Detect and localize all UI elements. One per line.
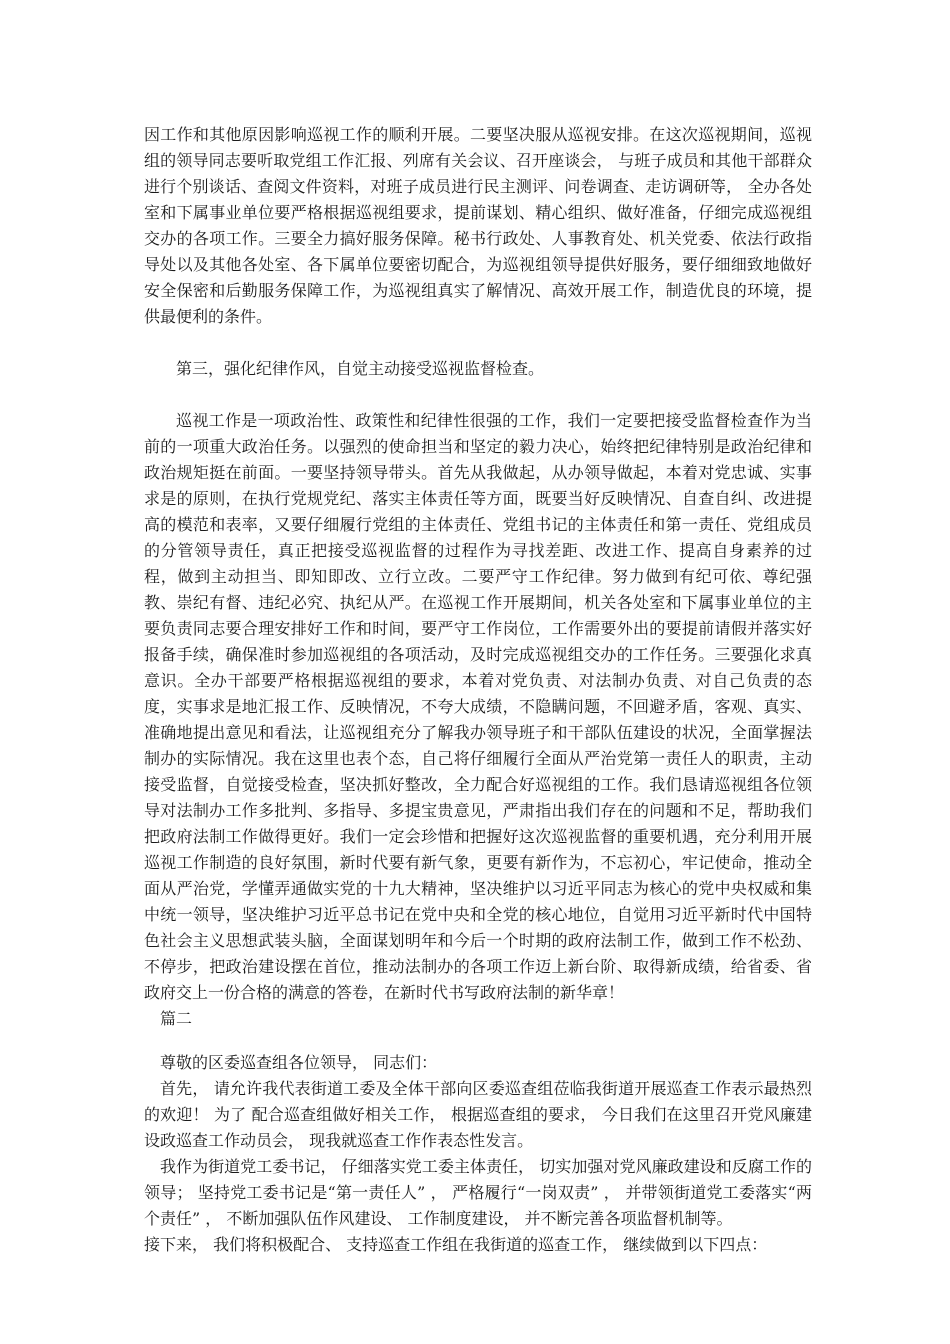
section-label-part-two: 篇二 bbox=[160, 1009, 193, 1028]
section-heading-third: 第三，强化纪律作风，自觉主动接受巡视监督检查。 bbox=[176, 359, 545, 378]
paragraph-inspection-arrangement: 因工作和其他原因影响巡视工作的顺利开展。二要坚决服从巡视安排。在这次巡视期间，巡视组的领导同志要听取党组工作汇报、列席有关会议、召开座谈会， 与班子成员和其他干部群众进行个别谈话、查阅文件资料，对班子成员进行民主测评、问卷调查、走访调研等， 全办各处室和下属事业单位要严格根据巡视组要求，提前谋划、精心组织、做好准备，仔细完成巡视组交办的各项工作。三要全力搞好服务保障。秘书行政处、人事教育处、机关党委、依法行政指导处以及其他各处室、各下属单位要密切配合，为巡视组领导提供好服务，要仔细细致地做好安全保密和后勤服务保障工作，为巡视组真实了解情况、高效开展工作，制造优良的环境，提供最便利的条件。 bbox=[144, 125, 812, 326]
paragraph-discipline: 巡视工作是一项政治性、政策性和纪律性很强的工作，我们一定要把接受监督检查作为当前的一项重大政治任务。以强烈的使命担当和坚定的毅力决心，始终把纪律特别是政治纪律和政治规矩挺在前面。一要坚持领导带头。首先从我做起，从办领导做起，本着对党忠诚、实事求是的原则，在执行党规党纪、落实主体责任等方面，既要当好反映情况、自查自纠、改进提高的模范和表率，又要仔细履行党组的主体责任、党组书记的主体责任和第一责任、党组成员的分管领导责任，真正把接受巡视监督的过程作为寻找差距、改进工作、提高自身素养的过程，做到主动担当、即知即改、立行立改。二要严守工作纪律。努力做到有纪可依、尊纪强教、崇纪有督、违纪必究、执纪从严。在巡视工作开展期间，机关各处室和下属事业单位的主要负责同志要合理安排好工作和时间，要严守工作岗位，工作需要外出的要提前请假并落实好报备手续，确保准时参加巡视组的各项活动，及时完成巡视组交办的工作任务。三要强化求真意识。全办干部要严格根据巡视组的要求，本着对党负责、对法制办负责、对自己负责的态度，实事求是地汇报工作、反映情况，不夸大成绩，不隐瞒问题，不回避矛盾，客观、真实、准确地提出意见和看法，让巡视组充分了解我办领导班子和干部队伍建设的状况，全面掌握法制办的实际情况。我在这里也表个态，自己将仔细履行全面从严治党第一责任人的职责，主动接受监督，自觉接受检查，坚决抓好整改，全力配合好巡视组的工作。我们恳请巡视组各位领导对法制办工作多批判、多指导、多提宝贵意见，严肃指出我们存在的问题和不足，帮助我们把政府法制工作做得更好。我们一定会珍惜和把握好这次巡视监督的重要机遇，充分利用开展巡视工作制造的良好氛围，新时代要有新气象，更要有新作为，不忘初心，牢记使命，推动全面从严治党，学懂弄通做实党的十九大精神，坚决维护以习近平同志为核心的党中央权威和集中统一领导，坚决维护习近平总书记在党中央和全党的核心地位，自觉用习近平新时代中国特色社会主义思想武装头脑，全面谋划明年和今后一个时期的政府法制工作，做到工作不松劲、不停步，把政治建设摆在首位，推动法制办的各项工作迈上新台阶、取得新成绩，给省委、省政府交上一份合格的满意的答卷，在新时代书写政府法制的新华章！ bbox=[144, 411, 812, 1002]
paragraph-next-steps: 接下来， 我们将积极配合、 支持巡查工作组在我街道的巡查工作， 继续做到以下四点： bbox=[144, 1235, 768, 1254]
paragraph-welcome: 首先， 请允许我代表街道工委及全体干部向区委巡查组莅临我街道开展巡查工作表示最热烈的欢迎！ 为了 配合巡查组做好相关工作， 根据巡查组的要求， 今日我们在这里召开党风廉建设政巡查工作动员会， 现我就巡查工作作表态性发言。 bbox=[144, 1079, 812, 1150]
salutation: 尊敬的区委巡查组各位领导， 同志们： bbox=[160, 1053, 438, 1072]
document-page bbox=[144, 122, 812, 1258]
paragraph-responsibility: 我作为街道党工委书记， 仔细落实党工委主体责任， 切实加强对党风廉政建设和反腐工作的领导； 坚持党工委书记是“第一责任人” ， 严格履行“一岗双责” ， 并带领街道党工委落实“两个责任” ， 不断加强队伍作风建设、 工作制度建设， 并不断完善各项监督机制等。 bbox=[144, 1157, 812, 1228]
